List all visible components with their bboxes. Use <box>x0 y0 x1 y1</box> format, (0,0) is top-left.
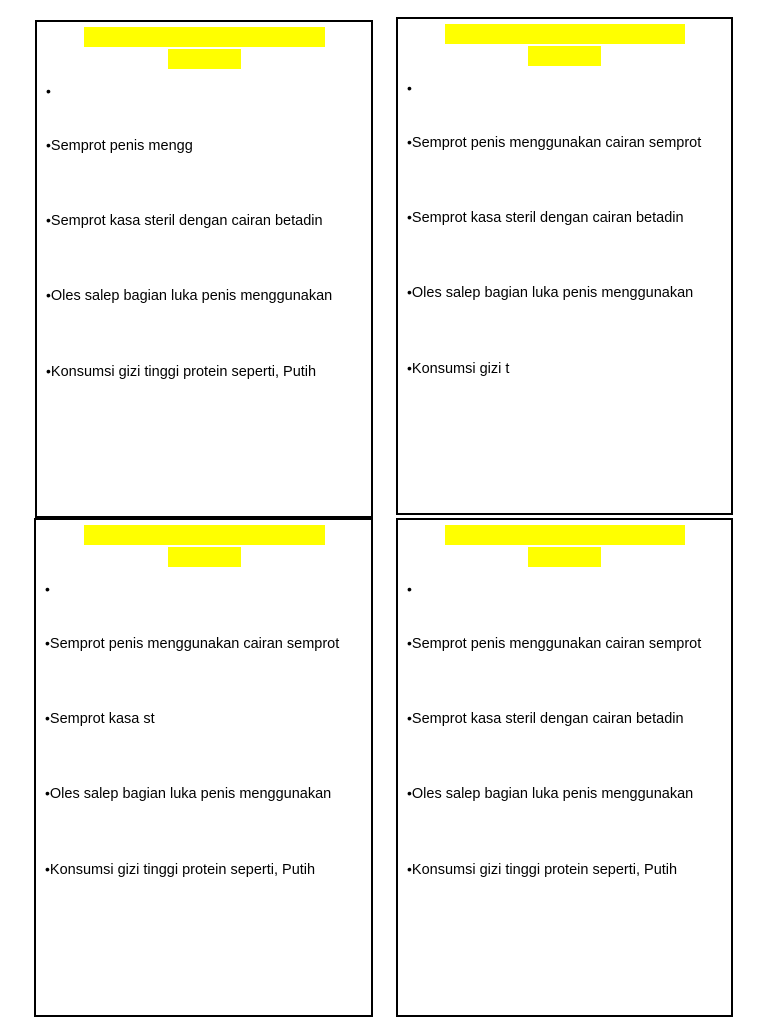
bullet-text: Oles salep bagian luka penis menggunakan <box>411 786 694 802</box>
bullet-text: Konsumsi gizi tinggi protein seperti, Putih <box>50 364 317 380</box>
bullet-dot: • <box>407 785 412 801</box>
bullet-item <box>407 784 693 803</box>
bullet-text: Konsumsi gizi tinggi protein seperti, Putih <box>49 862 316 878</box>
bullet-text: Oles salep bagian luka penis menggunakan <box>411 285 694 301</box>
bullet-dot: • <box>46 287 51 303</box>
bullet-item <box>45 580 50 599</box>
bullet-dot: • <box>407 581 412 597</box>
bullet-dot: • <box>407 861 412 877</box>
bullet-item <box>407 79 412 98</box>
bullet-text: Semprot kasa steril dengan cairan betadin <box>50 213 323 229</box>
subtitle-highlight-bar <box>168 547 241 567</box>
slide-card-2 <box>396 17 733 515</box>
bullet-text: Semprot kasa steril dengan cairan betadin <box>411 711 684 727</box>
bullet-dot: • <box>46 83 51 99</box>
bullet-item <box>46 82 51 101</box>
bullet-dot: • <box>407 360 412 376</box>
slide-card-3 <box>34 518 373 1017</box>
bullet-item <box>45 860 315 879</box>
bullet-item <box>46 136 193 155</box>
subtitle-highlight-bar <box>168 49 241 69</box>
bullet-item <box>45 634 339 653</box>
bullet-dot: • <box>407 635 412 651</box>
bullet-dot: • <box>407 284 412 300</box>
bullet-text: Oles salep bagian luka penis menggunakan <box>49 786 332 802</box>
bullet-item <box>407 634 701 653</box>
slide-card-1 <box>35 20 373 519</box>
bullet-dot: • <box>46 137 51 153</box>
bullet-dot: • <box>45 581 50 597</box>
bullet-text: Semprot penis mengg <box>50 138 193 154</box>
bullet-item <box>407 283 693 302</box>
bullet-item <box>407 208 684 227</box>
bullet-dot: • <box>45 710 50 726</box>
subtitle-highlight-bar <box>528 547 601 567</box>
bullet-dot: • <box>45 861 50 877</box>
bullet-item <box>45 784 331 803</box>
title-highlight-bar <box>84 525 325 545</box>
bullet-dot: • <box>407 134 412 150</box>
bullet-item <box>407 359 509 378</box>
bullet-item <box>407 580 412 599</box>
bullet-dot: • <box>45 635 50 651</box>
bullet-text: Semprot kasa st <box>49 711 155 727</box>
bullet-dot: • <box>407 80 412 96</box>
bullet-dot: • <box>46 212 51 228</box>
bullet-dot: • <box>45 785 50 801</box>
bullet-text: Konsumsi gizi tinggi protein seperti, Putih <box>411 862 678 878</box>
title-highlight-bar <box>445 24 685 44</box>
bullet-item <box>407 133 701 152</box>
bullet-text: Semprot kasa steril dengan cairan betadin <box>411 210 684 226</box>
bullet-text: Semprot penis menggunakan cairan semprot <box>411 135 702 151</box>
slide-card-4 <box>396 518 733 1017</box>
title-highlight-bar <box>84 27 325 47</box>
bullet-item <box>407 860 677 879</box>
bullet-dot: • <box>407 209 412 225</box>
subtitle-highlight-bar <box>528 46 601 66</box>
bullet-text: Oles salep bagian luka penis menggunakan <box>50 288 333 304</box>
bullet-dot: • <box>407 710 412 726</box>
title-highlight-bar <box>445 525 685 545</box>
bullet-dot: • <box>46 363 51 379</box>
bullet-text: Semprot penis menggunakan cairan semprot <box>49 636 340 652</box>
bullet-text: Semprot penis menggunakan cairan semprot <box>411 636 702 652</box>
bullet-text: Konsumsi gizi t <box>411 361 510 377</box>
bullet-item <box>46 362 316 381</box>
bullet-item <box>45 709 155 728</box>
bullet-item <box>46 286 332 305</box>
bullet-item <box>46 211 323 230</box>
bullet-item <box>407 709 684 728</box>
